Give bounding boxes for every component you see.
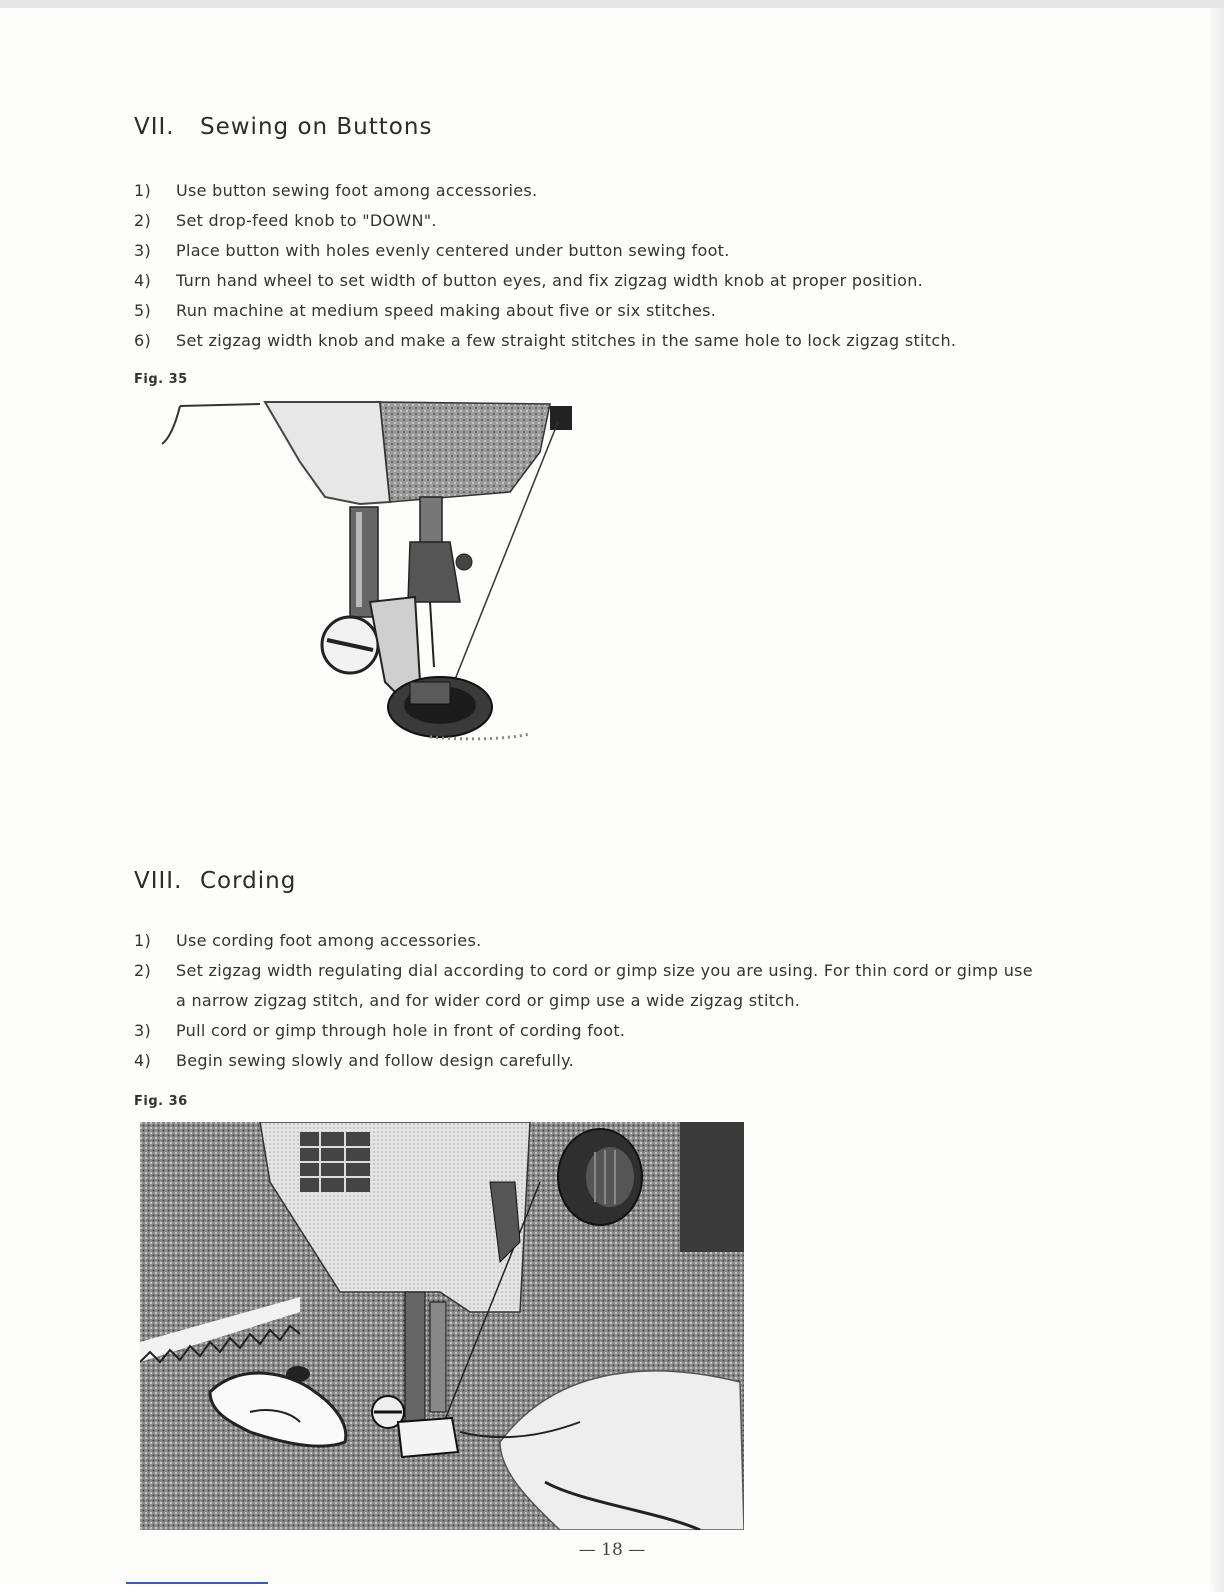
step-item [134, 236, 1044, 266]
step-item [134, 1016, 1044, 1046]
step-number: 3) [134, 1021, 152, 1040]
section-number: VIII. [134, 868, 183, 894]
step-item [134, 296, 1044, 326]
step-item [134, 1046, 1044, 1076]
step-item [134, 956, 1044, 1016]
step-text: Pull cord or gimp through hole in front of cording foot. [176, 1021, 626, 1040]
step-text: Use button sewing foot among accessories. [176, 181, 538, 200]
step-number: 2) [134, 961, 152, 980]
step-item [134, 206, 1044, 236]
step-number: 1) [134, 931, 152, 950]
page-number: — 18 — [578, 1540, 646, 1560]
step-item [134, 326, 1044, 356]
step-item [134, 926, 1044, 956]
figure-36-cording-foot-photo [140, 1122, 744, 1530]
step-number: 3) [134, 241, 152, 260]
step-text: Place button with holes evenly centered under button sewing foot. [176, 241, 730, 260]
step-text: Set drop-feed knob to "DOWN". [176, 211, 437, 230]
figure-label-36: Fig. 36 [134, 1094, 188, 1109]
figure-35-button-sewing-foot-illustration [130, 392, 610, 772]
section-title: Sewing on Buttons [200, 114, 433, 140]
step-text: Turn hand wheel to set width of button eyes, and fix zigzag width knob at proper position. [176, 271, 924, 290]
step-number: 1) [134, 181, 152, 200]
step-number: 4) [134, 1051, 152, 1070]
step-number: 4) [134, 271, 152, 290]
step-text: Begin sewing slowly and follow design carefully. [176, 1051, 575, 1070]
step-item [134, 176, 1044, 206]
section-heading-cording [134, 868, 296, 894]
step-number: 6) [134, 331, 152, 350]
step-number: 2) [134, 211, 152, 230]
step-text: Set zigzag width regulating dial according to cord or gimp size you are using. For thin cord or gimp use a narrow zigzag stitch, and for wider cord or gimp use a wide zigzag stitch. [176, 961, 1033, 1010]
button-sewing-steps [134, 176, 1044, 356]
section-number: VII. [134, 114, 175, 140]
step-number: 5) [134, 301, 152, 320]
page-edge-shadow [1210, 8, 1224, 1592]
section-heading-sewing-on-buttons [134, 114, 432, 140]
section-title: Cording [200, 868, 297, 894]
step-text: Use cording foot among accessories. [176, 931, 482, 950]
step-text: Run machine at medium speed making about five or six stitches. [176, 301, 717, 320]
step-item [134, 266, 1044, 296]
step-text: Set zigzag width knob and make a few straight stitches in the same hole to lock zigzag stitch. [176, 331, 957, 350]
cording-steps [134, 926, 1044, 1076]
figure-label-35: Fig. 35 [134, 372, 188, 387]
